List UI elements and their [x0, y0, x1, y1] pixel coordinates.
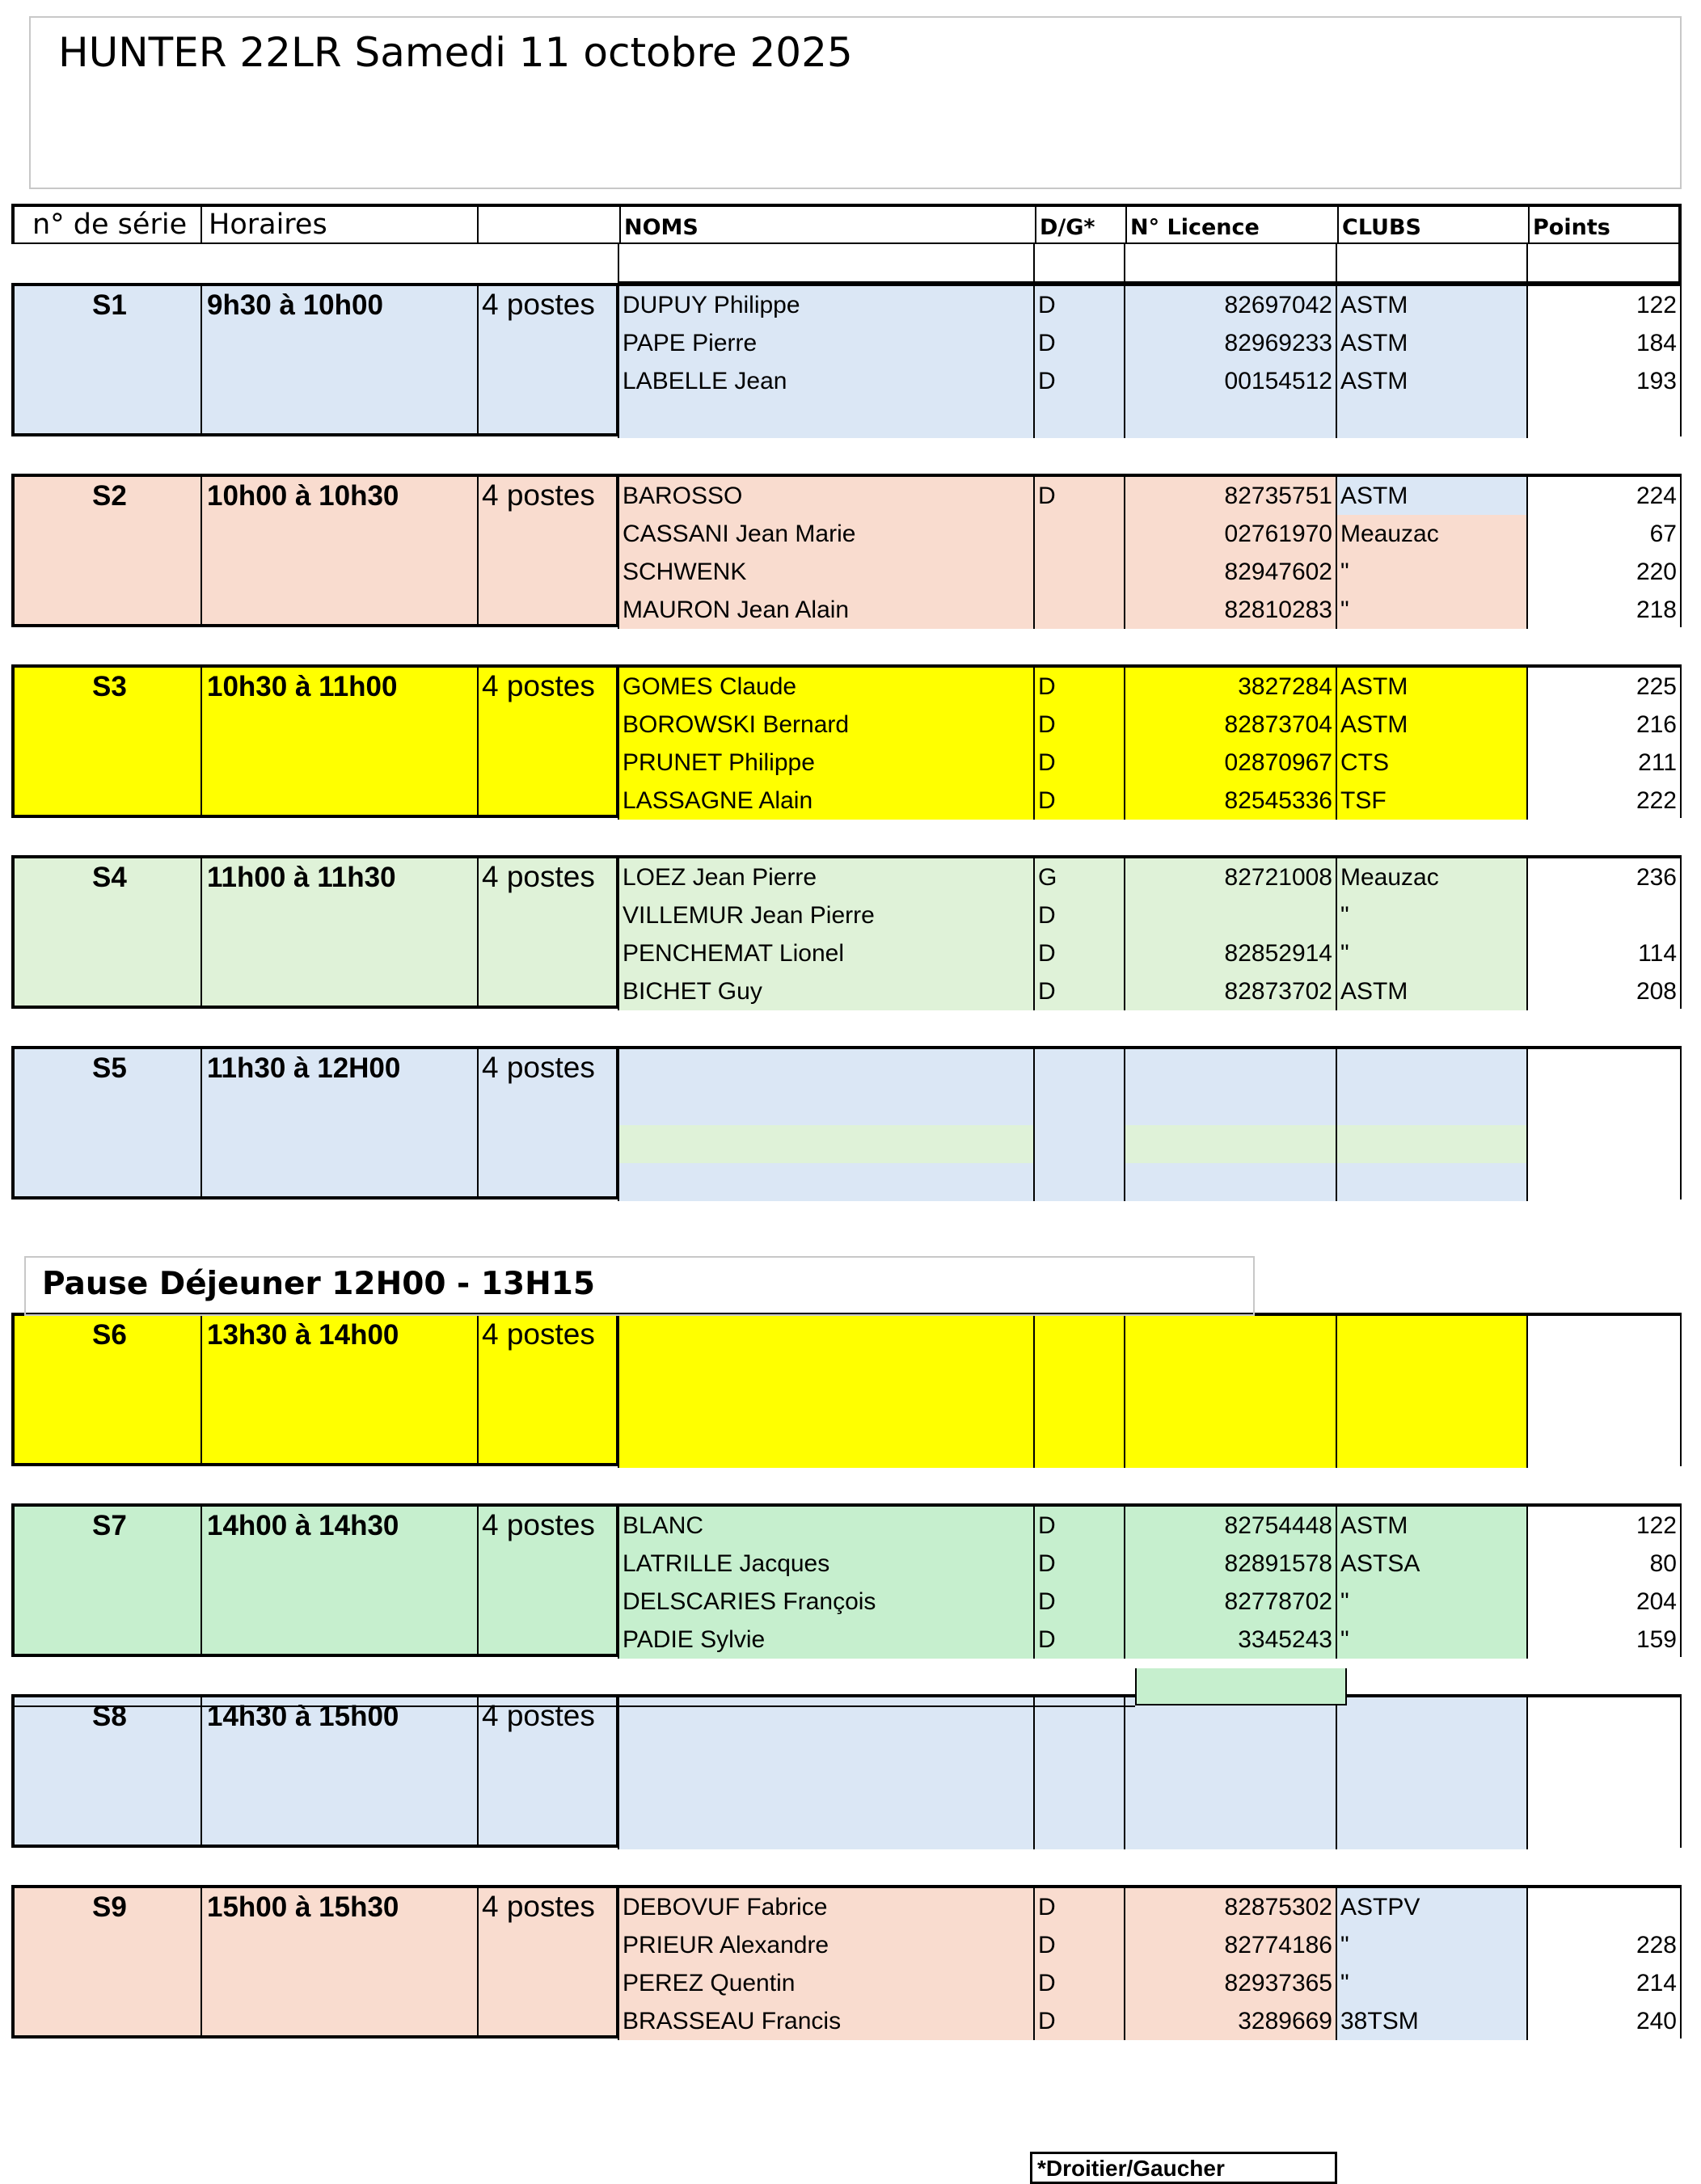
pause-label: Pause Déjeuner 12H00 - 13H15 [42, 1266, 596, 1302]
cell-licence: 82810283 [1124, 591, 1336, 629]
table-row [618, 1392, 1678, 1431]
column-divider [200, 1697, 202, 1845]
cell-points: 122 [1526, 286, 1680, 324]
cell-licence: 3289669 [1124, 2002, 1336, 2040]
cell-licence: 82778702 [1124, 1583, 1336, 1621]
cell-club [1336, 1773, 1526, 1811]
cell-points [1526, 1316, 1680, 1354]
cell-licence: 82774186 [1124, 1926, 1336, 1964]
table-row [618, 1316, 1678, 1356]
cell-dg [1033, 1735, 1124, 1773]
series-block-s6 [11, 1313, 1682, 1466]
table-row [618, 324, 1678, 364]
cell-points [1526, 1087, 1680, 1125]
cell-points: 193 [1526, 362, 1680, 400]
header-serie: n° de série [32, 209, 188, 241]
column-divider [200, 668, 202, 815]
series-time: 14h30 à 15h00 [207, 1701, 399, 1732]
table-row [618, 972, 1678, 1010]
cell-licence [1124, 1087, 1336, 1125]
series-postes: 4 postes [482, 860, 595, 893]
column-divider [477, 1888, 479, 2035]
cell-name: PADIE Sylvie [618, 1621, 1033, 1659]
cell-dg: D [1033, 362, 1124, 400]
table-row [618, 515, 1678, 554]
cell-dg [1033, 515, 1124, 553]
cell-licence: 82754448 [1124, 1507, 1336, 1545]
table-row [618, 362, 1678, 402]
cell-licence [1124, 1316, 1336, 1354]
series-id: S9 [92, 1891, 127, 1923]
series-postes: 4 postes [482, 479, 595, 512]
s7-extra-row [11, 1668, 1682, 1707]
cell-points: 204 [1526, 1583, 1680, 1621]
table-row [618, 1888, 1678, 1928]
cell-points [1526, 1773, 1680, 1811]
series-id: S5 [92, 1052, 127, 1084]
cell-name: PAPE Pierre [618, 324, 1033, 362]
table-row [618, 1087, 1678, 1127]
cell-dg [1033, 1163, 1124, 1201]
page-title: HUNTER 22LR Samedi 11 octobre 2025 [58, 29, 853, 76]
series-block-s7 [11, 1503, 1682, 1657]
cell-dg [1033, 1316, 1124, 1354]
spacer-cell [1526, 244, 1682, 283]
column-divider [200, 477, 202, 624]
table-row [618, 400, 1678, 438]
cell-dg [1033, 591, 1124, 629]
cell-dg [1033, 1392, 1124, 1430]
cell-club: Meauzac [1336, 515, 1526, 553]
table-row [618, 896, 1678, 936]
cell-club: " [1336, 553, 1526, 591]
cell-name: PRIEUR Alexandre [618, 1926, 1033, 1964]
cell-points: 240 [1526, 2002, 1680, 2040]
series-id: S1 [92, 289, 127, 321]
cell-club: Meauzac [1336, 858, 1526, 896]
cell-name: PEREZ Quentin [618, 1964, 1033, 2002]
series-postes: 4 postes [482, 1051, 595, 1084]
cell-licence: 00154512 [1124, 362, 1336, 400]
cell-points [1526, 1354, 1680, 1392]
cell-licence: 3827284 [1124, 668, 1336, 706]
header-horaires: Horaires [200, 207, 477, 242]
cell-points: 80 [1526, 1545, 1680, 1583]
cell-club: " [1336, 1583, 1526, 1621]
series-postes: 4 postes [482, 288, 595, 321]
header-licence: N° Licence [1125, 207, 1337, 242]
cell-club: ASTM [1336, 477, 1526, 515]
cell-dg: D [1033, 1926, 1124, 1964]
cell-name: BLANC [618, 1507, 1033, 1545]
series-block-s8 [11, 1694, 1682, 1848]
cell-name [618, 400, 1033, 438]
table-row [618, 1811, 1678, 1849]
cell-dg [1033, 1049, 1124, 1087]
cell-club: ASTM [1336, 286, 1526, 324]
table-row [618, 1545, 1678, 1584]
series-time: 9h30 à 10h00 [207, 289, 383, 321]
cell-club: " [1336, 1926, 1526, 1964]
cell-points: 208 [1526, 972, 1680, 1010]
cell-name: PENCHEMAT Lionel [618, 934, 1033, 972]
header-postes [477, 207, 619, 242]
cell-name [618, 1735, 1033, 1773]
cell-licence [1124, 1125, 1336, 1163]
series-time: 14h00 à 14h30 [207, 1510, 399, 1541]
cell-club [1336, 1430, 1526, 1468]
cell-points [1526, 896, 1680, 934]
cell-dg: D [1033, 1964, 1124, 2002]
cell-licence: 82545336 [1124, 782, 1336, 820]
series-postes: 4 postes [482, 1318, 595, 1351]
cell-club [1336, 1163, 1526, 1201]
cell-dg [1033, 1811, 1124, 1849]
s7-extra-cell [1135, 1668, 1347, 1705]
header-points: Points [1528, 207, 1678, 242]
series-postes: 4 postes [482, 1508, 595, 1541]
table-row [618, 1430, 1678, 1468]
cell-licence: 82937365 [1124, 1964, 1336, 2002]
series-id: S8 [92, 1701, 127, 1732]
cell-dg: G [1033, 858, 1124, 896]
cell-name [618, 1316, 1033, 1354]
cell-licence: 82721008 [1124, 858, 1336, 896]
table-row [618, 782, 1678, 820]
cell-licence: 82873704 [1124, 706, 1336, 744]
cell-points: 218 [1526, 591, 1680, 629]
cell-dg: D [1033, 668, 1124, 706]
series-time: 11h30 à 12H00 [207, 1052, 401, 1084]
cell-club: ASTM [1336, 972, 1526, 1010]
cell-club: ASTM [1336, 668, 1526, 706]
cell-licence: 82947602 [1124, 553, 1336, 591]
cell-licence [1124, 1735, 1336, 1773]
header-noms: NOMS [619, 207, 1035, 242]
series-id: S4 [92, 862, 127, 893]
cell-points [1526, 1430, 1680, 1468]
column-divider [200, 1888, 202, 2035]
table-row [618, 1621, 1678, 1659]
spacer-cell [618, 244, 1033, 283]
series-postes: 4 postes [482, 1699, 595, 1732]
cell-dg [1033, 1354, 1124, 1392]
cell-dg [1033, 1087, 1124, 1125]
table-row [618, 858, 1678, 898]
cell-name: CASSANI Jean Marie [618, 515, 1033, 553]
table-row [618, 706, 1678, 745]
cell-points [1526, 1163, 1680, 1201]
series-id: S2 [92, 480, 127, 512]
cell-points: 214 [1526, 1964, 1680, 2002]
cell-licence [1124, 1773, 1336, 1811]
cell-dg: D [1033, 1507, 1124, 1545]
cell-name: BOROWSKI Bernard [618, 706, 1033, 744]
series-time: 13h30 à 14h00 [207, 1319, 399, 1351]
column-divider [200, 1507, 202, 1654]
cell-dg: D [1033, 286, 1124, 324]
cell-dg: D [1033, 972, 1124, 1010]
cell-dg: D [1033, 744, 1124, 782]
cell-points: 225 [1526, 668, 1680, 706]
cell-dg: D [1033, 2002, 1124, 2040]
cell-licence [1124, 1811, 1336, 1849]
cell-club [1336, 1087, 1526, 1125]
table-row [618, 668, 1678, 707]
cell-licence: 82735751 [1124, 477, 1336, 515]
column-divider [477, 477, 479, 624]
cell-name: BAROSSO [618, 477, 1033, 515]
series-postes: 4 postes [482, 669, 595, 702]
cell-points: 67 [1526, 515, 1680, 553]
cell-club [1336, 1049, 1526, 1087]
table-row [618, 934, 1678, 974]
cell-dg: D [1033, 706, 1124, 744]
table-header-spacer [11, 244, 1682, 283]
cell-club [1336, 1125, 1526, 1163]
cell-name: LATRILLE Jacques [618, 1545, 1033, 1583]
cell-club [1336, 1735, 1526, 1773]
cell-dg: D [1033, 1545, 1124, 1583]
series-id: S6 [92, 1319, 127, 1351]
cell-name: LABELLE Jean [618, 362, 1033, 400]
series-block-s1 [11, 283, 1682, 436]
table-row [618, 591, 1678, 629]
table-row [618, 477, 1678, 516]
cell-name [618, 1163, 1033, 1201]
cell-licence [1124, 1392, 1336, 1430]
series-time: 11h00 à 11h30 [207, 862, 396, 893]
cell-name [618, 1087, 1033, 1125]
cell-points [1526, 1888, 1680, 1926]
cell-dg [1033, 400, 1124, 438]
cell-club: ASTM [1336, 362, 1526, 400]
cell-club: " [1336, 1964, 1526, 2002]
cell-club: ASTSA [1336, 1545, 1526, 1583]
series-time: 10h00 à 10h30 [207, 480, 399, 512]
cell-licence: 82852914 [1124, 934, 1336, 972]
s7-extra-line [11, 1705, 1135, 1707]
cell-licence: 02870967 [1124, 744, 1336, 782]
cell-club: CTS [1336, 744, 1526, 782]
cell-points: 122 [1526, 1507, 1680, 1545]
cell-name [618, 1430, 1033, 1468]
cell-club: ASTM [1336, 1507, 1526, 1545]
cell-points [1526, 1811, 1680, 1849]
cell-points [1526, 1125, 1680, 1163]
cell-name: PRUNET Philippe [618, 744, 1033, 782]
cell-dg: D [1033, 934, 1124, 972]
table-row [618, 553, 1678, 592]
cell-licence: 82873702 [1124, 972, 1336, 1010]
column-divider [477, 1049, 479, 1196]
cell-dg [1033, 1773, 1124, 1811]
cell-points: 216 [1526, 706, 1680, 744]
series-block-s4 [11, 855, 1682, 1009]
cell-club: TSF [1336, 782, 1526, 820]
cell-licence [1124, 1163, 1336, 1201]
cell-name: LASSAGNE Alain [618, 782, 1033, 820]
cell-name: DEBOVUF Fabrice [618, 1888, 1033, 1926]
cell-licence: 82875302 [1124, 1888, 1336, 1926]
column-divider [200, 286, 202, 433]
cell-points [1526, 1392, 1680, 1430]
table-row [618, 1735, 1678, 1775]
table-row [618, 744, 1678, 783]
cell-licence [1124, 1354, 1336, 1392]
cell-name [618, 1354, 1033, 1392]
column-divider [477, 1507, 479, 1654]
series-time: 10h30 à 11h00 [207, 671, 398, 702]
cell-licence [1124, 400, 1336, 438]
table-row [618, 1926, 1678, 1966]
pause-box [24, 1256, 1255, 1316]
cell-dg: D [1033, 1888, 1124, 1926]
table-header [11, 204, 1682, 244]
cell-licence: 82969233 [1124, 324, 1336, 362]
cell-club [1336, 1811, 1526, 1849]
cell-dg [1033, 553, 1124, 591]
cell-club: " [1336, 896, 1526, 934]
cell-club [1336, 1392, 1526, 1430]
cell-points [1526, 1735, 1680, 1773]
cell-name [618, 1049, 1033, 1087]
table-row [618, 286, 1678, 326]
cell-name: BRASSEAU Francis [618, 2002, 1033, 2040]
header-dg: D/G* [1035, 207, 1125, 242]
cell-club: ASTM [1336, 324, 1526, 362]
series-postes: 4 postes [482, 1890, 595, 1923]
cell-licence [1124, 1430, 1336, 1468]
cell-licence: 02761970 [1124, 515, 1336, 553]
cell-points: 184 [1526, 324, 1680, 362]
column-divider [477, 668, 479, 815]
cell-club: " [1336, 1621, 1526, 1659]
series-block-s3 [11, 664, 1682, 818]
table-row [618, 1507, 1678, 1546]
cell-dg: D [1033, 782, 1124, 820]
cell-name [618, 1811, 1033, 1849]
cell-licence: 82697042 [1124, 286, 1336, 324]
table-row [618, 1964, 1678, 2004]
column-divider [200, 1316, 202, 1463]
cell-licence [1124, 896, 1336, 934]
cell-licence [1124, 1049, 1336, 1087]
series-block-s5 [11, 1046, 1682, 1200]
table-row [618, 1583, 1678, 1622]
cell-name: LOEZ Jean Pierre [618, 858, 1033, 896]
cell-name: VILLEMUR Jean Pierre [618, 896, 1033, 934]
cell-dg: D [1033, 896, 1124, 934]
table-row [618, 1049, 1678, 1089]
cell-points: 220 [1526, 553, 1680, 591]
header-clubs: CLUBS [1337, 207, 1528, 242]
cell-dg: D [1033, 1583, 1124, 1621]
cell-licence: 3345243 [1124, 1621, 1336, 1659]
cell-name: GOMES Claude [618, 668, 1033, 706]
spacer-cell [1124, 244, 1336, 283]
column-divider [477, 858, 479, 1006]
cell-name [618, 1125, 1033, 1163]
cell-name [618, 1773, 1033, 1811]
cell-club [1336, 400, 1526, 438]
cell-points: 159 [1526, 1621, 1680, 1659]
cell-dg: D [1033, 324, 1124, 362]
cell-dg: D [1033, 477, 1124, 515]
cell-dg [1033, 1430, 1124, 1468]
series-time: 15h00 à 15h30 [207, 1891, 399, 1923]
cell-points [1526, 400, 1680, 438]
cell-points: 211 [1526, 744, 1680, 782]
cell-club: " [1336, 934, 1526, 972]
series-block-s9 [11, 1885, 1682, 2039]
cell-points: 114 [1526, 934, 1680, 972]
cell-name: BICHET Guy [618, 972, 1033, 1010]
table-row [618, 1125, 1678, 1165]
cell-points: 228 [1526, 1926, 1680, 1964]
column-divider [477, 286, 479, 433]
cell-club [1336, 1354, 1526, 1392]
cell-club [1336, 1316, 1526, 1354]
spacer-cell [1336, 244, 1526, 283]
cell-name: DELSCARIES François [618, 1583, 1033, 1621]
cell-points: 236 [1526, 858, 1680, 896]
spacer-cell [1033, 244, 1124, 283]
cell-club: ASTPV [1336, 1888, 1526, 1926]
cell-dg: D [1033, 1621, 1124, 1659]
footnote: *Droitier/Gaucher [1030, 2152, 1337, 2184]
cell-dg [1033, 1125, 1124, 1163]
cell-points: 224 [1526, 477, 1680, 515]
table-row [618, 1773, 1678, 1813]
column-divider [477, 1697, 479, 1845]
cell-licence: 82891578 [1124, 1545, 1336, 1583]
table-row [618, 1354, 1678, 1393]
title-box [29, 16, 1682, 189]
series-block-s2 [11, 474, 1682, 627]
column-divider [200, 858, 202, 1006]
series-id: S3 [92, 671, 127, 702]
cell-points [1526, 1049, 1680, 1087]
cell-name [618, 1392, 1033, 1430]
cell-club: ASTM [1336, 706, 1526, 744]
cell-club: " [1336, 591, 1526, 629]
cell-name: DUPUY Philippe [618, 286, 1033, 324]
cell-name: SCHWENK [618, 553, 1033, 591]
cell-club: 38TSM [1336, 2002, 1526, 2040]
column-divider [477, 1316, 479, 1463]
table-row [618, 1163, 1678, 1201]
column-divider [200, 1049, 202, 1196]
cell-points: 222 [1526, 782, 1680, 820]
series-id: S7 [92, 1510, 127, 1541]
table-row [618, 2002, 1678, 2040]
cell-name: MAURON Jean Alain [618, 591, 1033, 629]
